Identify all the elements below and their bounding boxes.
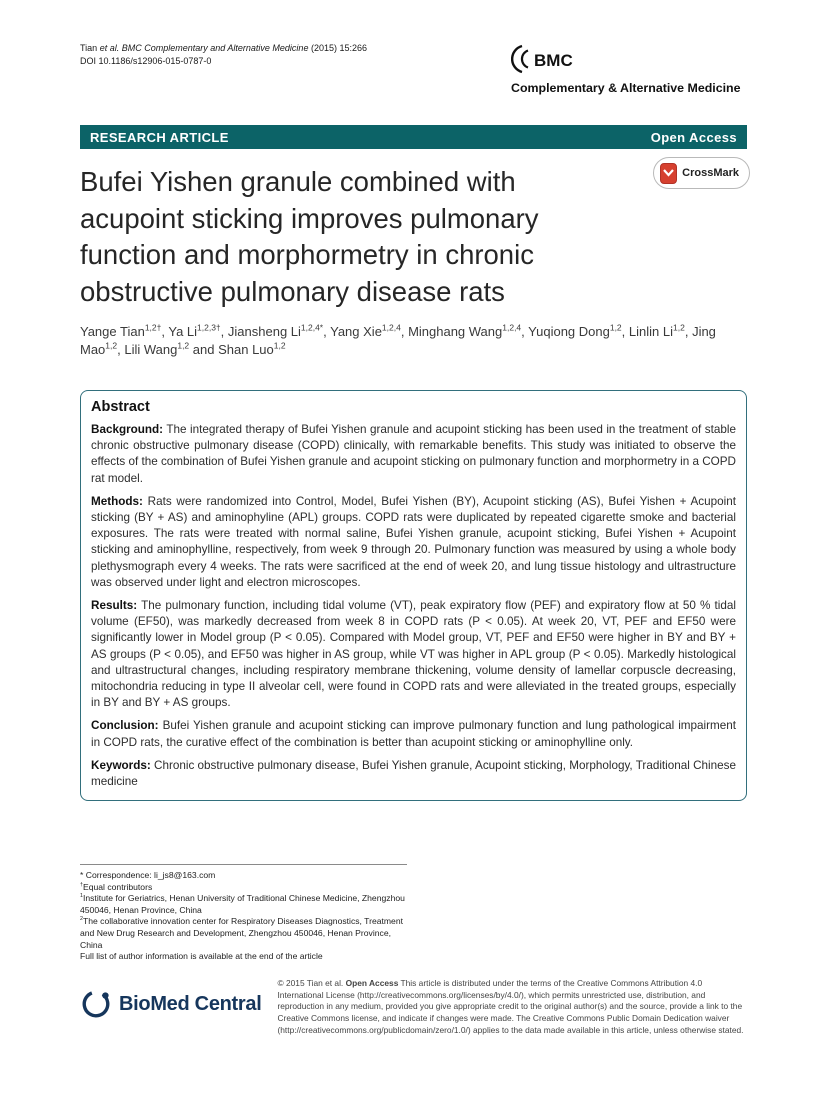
crossmark-label: CrossMark (682, 167, 739, 179)
author-affiliation-sup: 1,2† (144, 322, 162, 333)
author-affiliation-sup: 1,2 (177, 340, 190, 351)
title-line-4: obstructive pulmonary disease rats (80, 275, 505, 307)
doi-line: DOI 10.1186/s12906-015-0787-0 (80, 56, 212, 66)
abstract-results-text: The pulmonary function, including tidal volume (VT), peak expiratory flow (PEF) and expiratory flow at 50 % tidal volume (EF50), was markedly decreased from week 8 in COPD rats (P < 0.05). At week 20, VT, PEF and EF50 were significantly lower in Model group (P < 0.05). Compared with Model group, VT, PEF and EF50 were higher in BY and BY + AS groups (P < 0.05), and EF50 was higher in AS group, while VT was higher in APL group (P < 0.05). Markedly histological and ultrastructural changes, including respiratory membrane thickening, volume density of lamellar corpuscle decreasing, mitochondria reducing in type II alveolar cell, were found in COPD rats and were alleviated in the treated groups, especially in BY and BY + AS groups. (91, 599, 736, 710)
author-affiliation-sup: 1,2,4 (502, 322, 522, 333)
abstract-results-label: Results: (91, 599, 138, 613)
citation-block (80, 42, 367, 68)
title-line-2: acupoint sticking improves pulmonary (80, 202, 539, 234)
copyright-rest: This article is distributed under the terms of the Creative Commons Attribution 4.0 International License (http://creativecommons.org/licenses/by/4.0/), which permits unrestricted use, distribution, and reproduction in any medium, provided you give appropriate credit to the original author(s) and the source, provide a link to the Creative Commons license, and indicate if changes were made. The Creative Commons Public Domain Dedication waiver (http://creativecommons.org/publicdomain/zero/1.0/) applies to the data made available in this article, unless otherwise stated. (277, 978, 744, 1035)
publisher-row (80, 978, 747, 1037)
title-line-1: Bufei Yishen granule combined with (80, 166, 516, 197)
banner-open-access-label: Open Access (650, 129, 737, 145)
abstract-conclusion (91, 718, 736, 750)
author-affiliation-sup: 1,2,4* (300, 322, 324, 333)
copyright-notice (277, 978, 747, 1037)
footnote-line: $^2$The collaborative innovation center for Respiratory Diseases Diagnostics, Treatment and New Drug Research and Development, Zhengzhou 450046, Henan Province, China (80, 916, 403, 950)
author-name: Lili Wang (124, 342, 178, 357)
abstract-keywords-text: Chronic obstructive pulmonary disease, Bufei Yishen granule, Acupoint sticking, Morphology, Traditional Chinese medicine (91, 758, 736, 789)
abstract-conclusion-text: Bufei Yishen granule and acupoint sticking can improve pulmonary function and lung pathological impairment in COPD rats, the curative effect of the combination is better than acupoint sticking or aminophylline only. (91, 719, 736, 749)
author-name: Shan Luo (218, 342, 274, 357)
author-name: Jing Mao (80, 324, 716, 357)
crossmark-badge[interactable] (653, 157, 750, 189)
article-type-banner (80, 125, 747, 149)
author-affiliation-sup: 1,2,3† (197, 322, 221, 333)
footnote-line: Full list of author information is available at the end of the article (80, 951, 323, 962)
abstract-methods-text: Rats were randomized into Control, Model, Bufei Yishen (BY), Acupoint sticking (AS), Bufei Yishen + Acupoint sticking (BY + AS) and aminophyline (APL) groups. COPD rats were duplicated by repeated cigarette smoke and bacterial exposures. The rats were treated with normal saline, Bufei Yishen granule, acupoint sticking, Bufei Yishen + Acupoint sticking and aminophylline, respectively, from week 9 through 20. Pulmonary function was measured by using a whole body plethysmograph every 4 weeks. The rats were sacrificed at the end of week 20, and lung tissue histology and ultrastructure was observed under light and electron microscopes. (91, 494, 736, 589)
title-line-3: function and morphormetry in chronic (80, 239, 534, 270)
author-name: Ya Li (168, 324, 198, 339)
citation-journal: et al. BMC Complementary and Alternative Medicine (99, 43, 309, 53)
citation-issue: (2015) 15:266 (308, 43, 367, 53)
abstract-keywords-label: Keywords: (91, 758, 151, 772)
author-name: Yang Xie (330, 324, 382, 339)
author-name: Linlin Li (628, 324, 673, 339)
author-affiliation-sup: 1,2 (673, 322, 685, 333)
copyright-open-access: Open Access (345, 978, 399, 988)
abstract-results (91, 598, 736, 711)
author-name: Jiansheng Li (227, 324, 301, 339)
bmc-logo-icon (511, 44, 581, 74)
footnote-line: †Equal contributors (80, 881, 153, 892)
citation-authors: Tian (80, 43, 100, 53)
abstract-conclusion-label: Conclusion: (91, 719, 159, 733)
author-name: Yuqiong Dong (528, 324, 610, 339)
footnote-sup: 2 (80, 916, 83, 923)
abstract-methods (91, 494, 736, 591)
author-name: Yange Tian (80, 324, 145, 339)
footnote-line: $^1$Institute for Geriatrics, Henan University of Traditional Chinese Medicine, Zhengzhou 450046, Henan Province, China (80, 893, 405, 915)
footnote-line: * Correspondence: li_js8@163.com (80, 870, 216, 880)
abstract-heading: Abstract (91, 399, 150, 415)
abstract-box (80, 390, 747, 801)
footnotes-block (80, 864, 407, 963)
citation-line (80, 42, 367, 55)
bmc-acronym: BMC (534, 51, 573, 70)
bmc-journal-logo (511, 44, 747, 95)
author-list: Yange Tian$^{1,2\dagger}$, Ya $Li^{1,2,3\dagger}$, Jiansheng $Li^{1,2,4*}$, Yang Xie$^{1,2,4}$, Minghang Wang$^{1,2,4}$, Yuqiong Dong$^{1,2}$, Linlin Li$^{1,2}$, Jing Mao$^{1,2}$, Lili Wang$^{1,2}$ and Shan Luo$^{1,2}$ (80, 322, 716, 357)
crossmark-icon (660, 163, 677, 184)
author-affiliation-sup: 1,2,4 (381, 322, 401, 333)
abstract-keywords (91, 758, 736, 790)
footnote-sup: 1 (80, 893, 83, 900)
biomed-central-icon (80, 988, 112, 1020)
article-title (80, 164, 660, 310)
abstract-background-text: The integrated therapy of Bufei Yishen granule and acupoint sticking has been used in the treatment of stable chronic obstructive pulmonary disease (COPD) clinically, with remarkable benefits. This study was initiated to observe the effects of the combination of Bufei Yishen granule and acupoint sticking on pulmonary function and morphormetry in a COPD rat model. (91, 423, 736, 485)
author-name: Minghang Wang (408, 324, 503, 339)
banner-research-article-label: RESEARCH ARTICLE (90, 129, 229, 145)
author-affiliation-sup: 1,2 (273, 340, 286, 351)
biomed-central-label: BioMed Central (119, 992, 262, 1015)
copyright-pre: © 2015 Tian et al. (277, 978, 346, 988)
abstract-background-label: Background: (91, 423, 164, 436)
footnote-sup: † (80, 881, 83, 888)
author-affiliation-sup: 1,2 (105, 340, 118, 351)
bmc-journal-name: Complementary & Alternative Medicine (511, 81, 741, 95)
abstract-methods-label: Methods: (91, 494, 143, 508)
author-affiliation-sup: 1,2 (609, 322, 622, 333)
abstract-background (91, 422, 736, 487)
biomed-central-logo (80, 988, 261, 1020)
